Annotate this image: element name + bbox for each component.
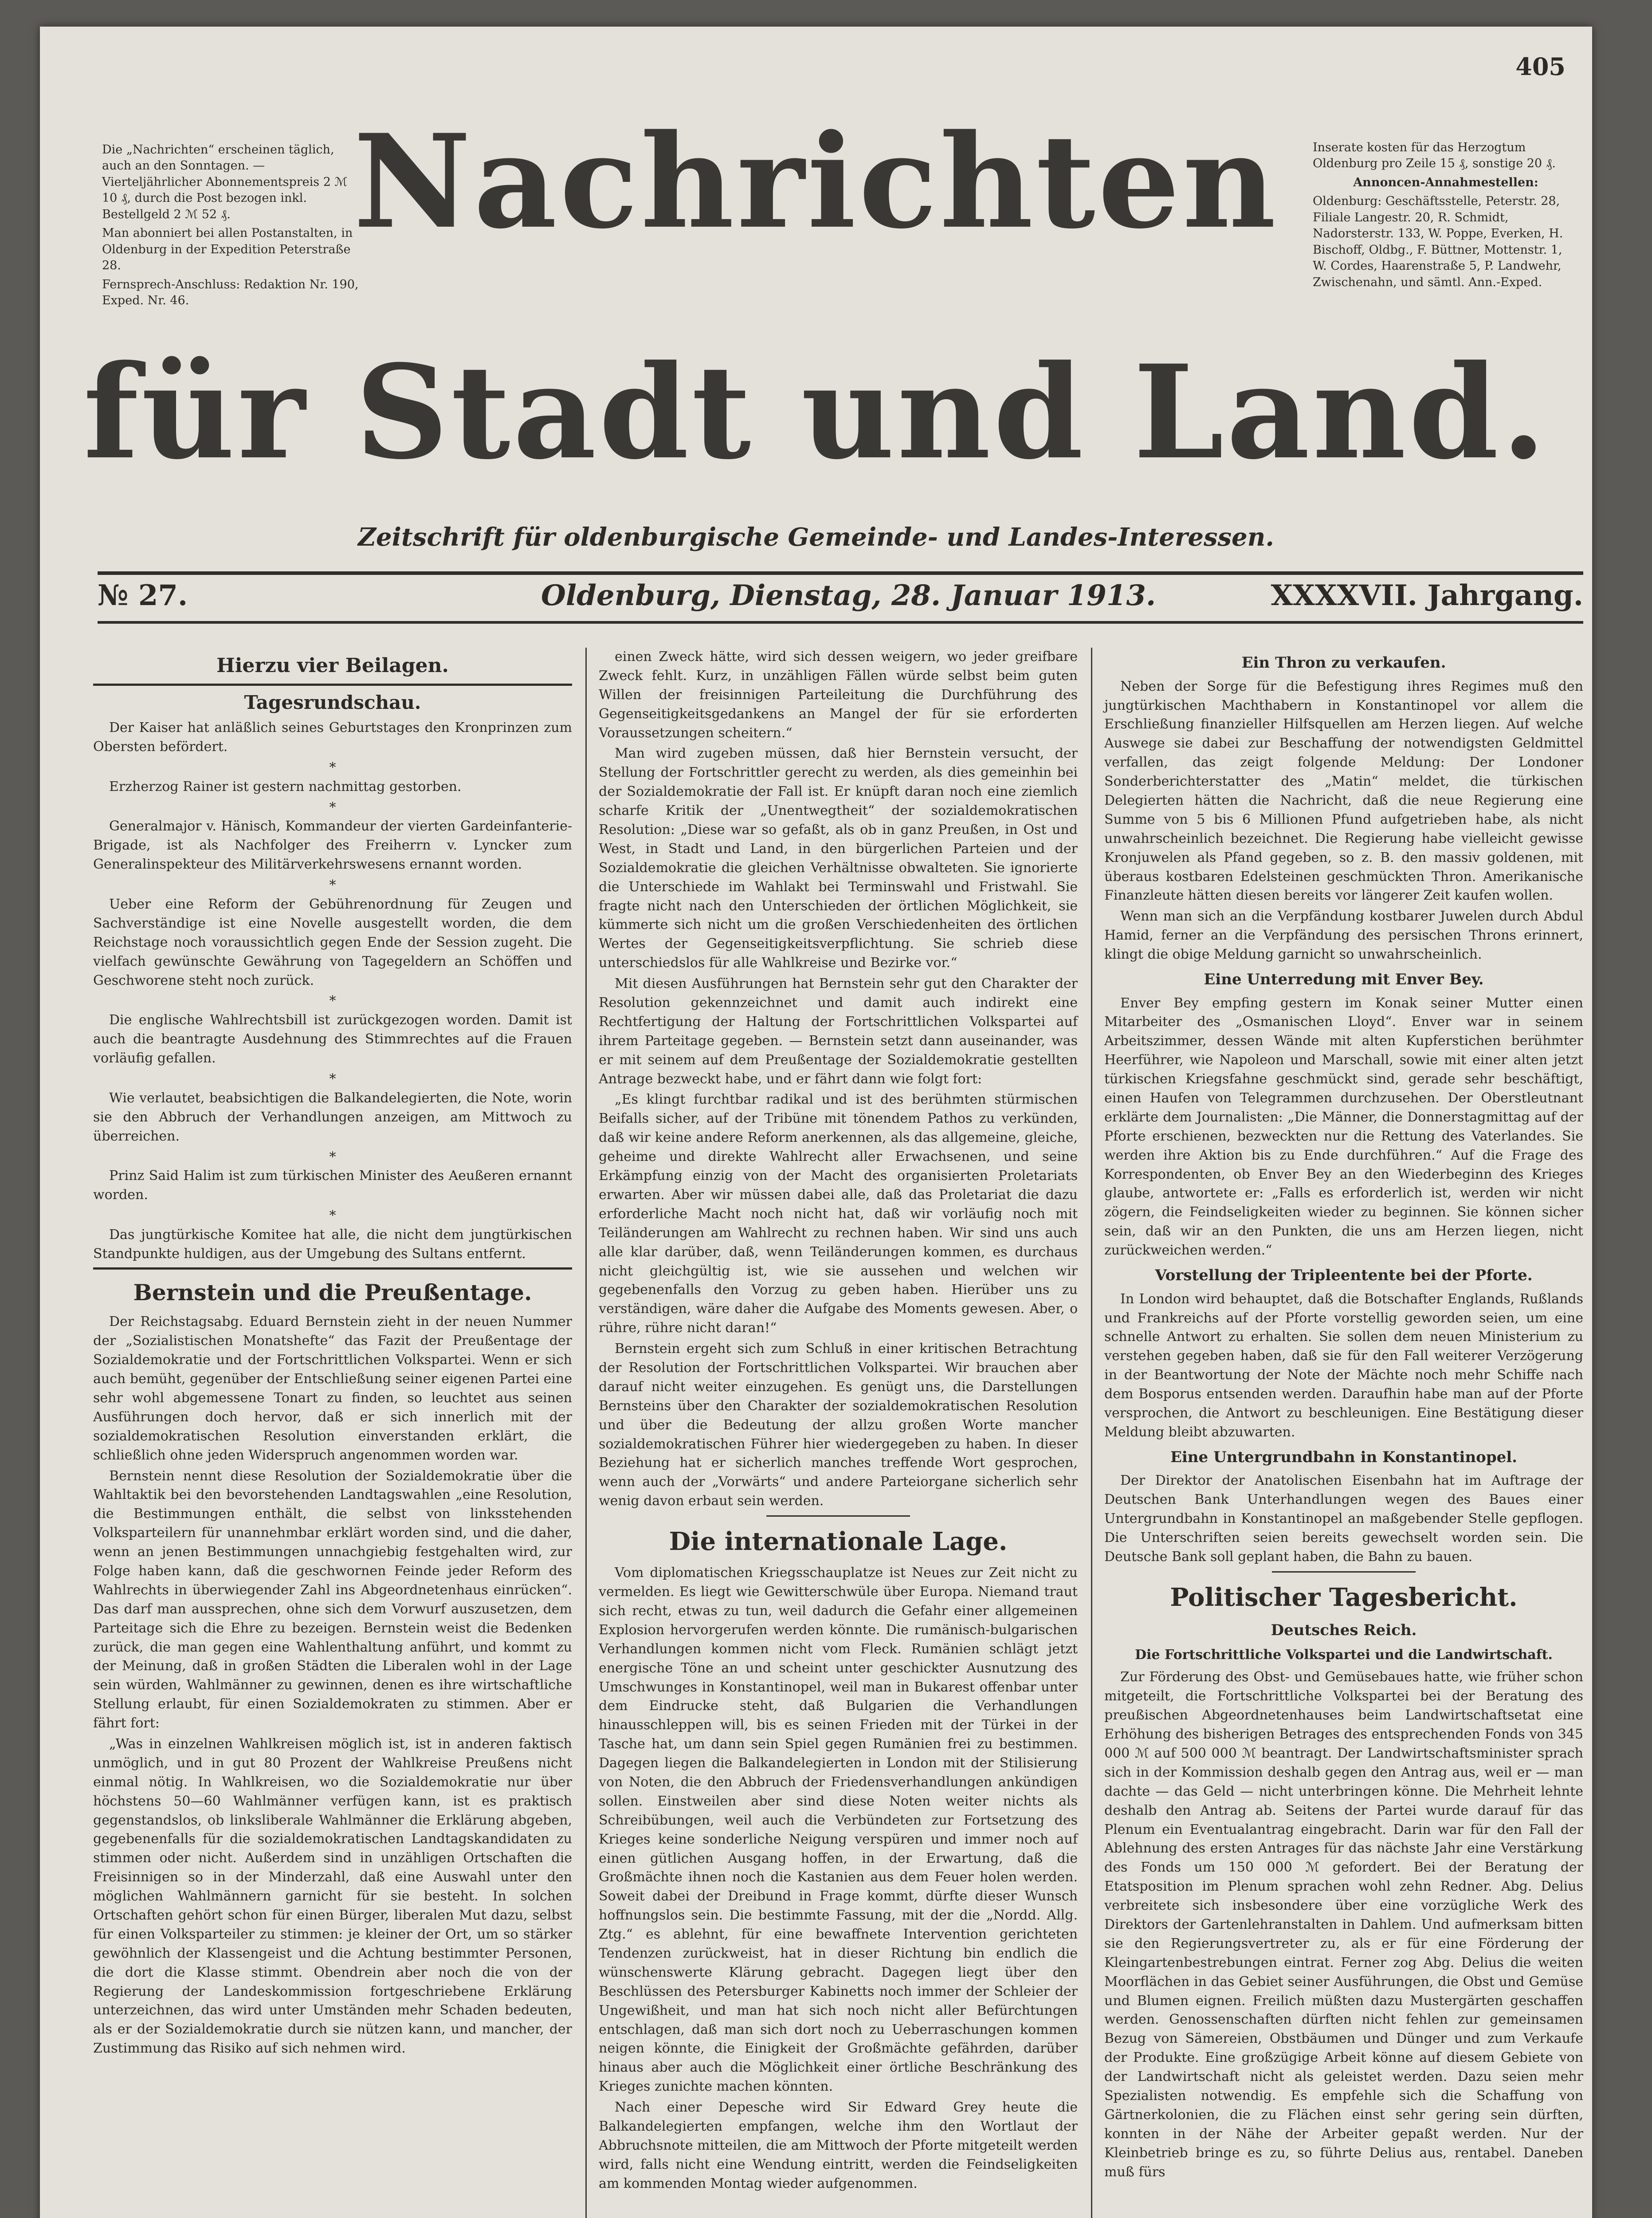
tripleentente-article-body — [1104, 1290, 1583, 1442]
masthead-rule-top — [98, 571, 1583, 575]
paragraph: Bernstein nennt diese Resolution der Sozialdemokratie über die Wahltaktik bei den bevorstehenden Landtagswahlen „eine Resolution, die Bestimmungen enthält, die selbst von linksstehenden Volksparteilern für unannehmbar erklärt worden sind, und die daher, wenn an jenen Bestimmungen unnachgiebig festgehalten wird, zur Folge haben kann, daß die geschwornen Feinde jeder Reform des Wahlrechts in überwiegender Zahl ins Abgeordnetenhaus einrücken“. Das darf man aussprechen, ohne sich dem Vorwurf auszusetzen, dem Parteitage sich die Ehre zu bezeigen. Bernstein weist die Bedenken zurück, die man gegen eine Wahlenthaltung anführt, und kommt zu der Meinung, daß in großen Städten die Liberalen wohl in der Lage sein würden, Wahlmänner zu gewinnen, denen es ihre wirtschaftliche Stellung erlaubt, für einen Sozialdemokraten zu stimmen. Aber er fährt fort: — [93, 1468, 572, 1731]
column-divider — [585, 648, 587, 2218]
masthead-title-line2: für Stadt und Land. — [83, 337, 1549, 488]
paragraph: Vom diplomatischen Kriegsschauplatze ist Neues zur Zeit nicht zu vermelden. Es liegt wie Gewitterschwüle über Europa. Niemand traut sich recht, etwas zu tun, weil dadurch die Gefahr einer allgemeinen Explosion hervorgerufen werden könnte. Die rumänisch-bulgarischen Verhandlungen kommen nicht vom Fleck. Rumänien schlägt jetzt energische Töne an und scheint unter geschickter Ausnutzung des Umschwunges in Konstantinopel, weil man in Bukarest offenbar unter dem Eindrucke steht, daß Bulgarien die Verhandlungen hinausschleppen will, bis es seinen Frieden mit der Türkei in der Tasche hat, um dann sein Spiel gegen Rumänien frei zu bestimmen. Dagegen liegen die Balkandelegierten in London mit der Stilisierung von Noten, die den Abbruch der Friedensverhandlungen ankündigen sollen. Einstweilen aber sind diese Noten weiter nichts als Schreibübungen, weil auch die Verbündeten zur Fortsetzung des Krieges keine sonderliche Neigung verspüren und immer noch auf einen gütlichen Ausgang hoffen, in der Erwartung, daß die Großmächte ihnen noch die Kastanien aus dem Feuer holen werden. Soweit dabei der Dreibund in Frage kommt, dürfte dieser Wunsch hoffnungslos sein. Die bestimmte Fassung, mit der die „Nordd. Allg. Ztg.“ es ablehnt, für eine bewaffnete Intervention gerichteten Tendenzen zurückweist, hat in dieser Richtung bin endlich die wünschenswerte Klärung gebracht. Dagegen liegt über den Beschlüssen des Petersburger Kabinetts noch immer der Schleier der Ungewißheit, und man hat sich noch nicht aller Befürchtungen entschlagen, daß man sich dort noch zu Ueberraschungen kommen neigen könnte, die Einigkeit der Großmächte gefährden, darüber hinaus aber auch die Möglichkeit einer örtliche Beschränkung des Krieges zunichte machen könnten. — [599, 1565, 1078, 2095]
separator-star: * — [329, 877, 336, 893]
paragraph: Neben der Sorge für die Befestigung ihres Regimes muß den jungtürkischen Machthabern in Konstantinopel vor allem die Erschließung finanzieller Hilfsquellen am Herzen liegen. Auf welche Auswege sie dabei zur Beschaffung der notwendigsten Geldmittel verfallen, das zeigt folgende Meldung: Der Londoner Sonderberichterstatter des „Matin“ meldet, die türkischen Delegierten hätten die Nachricht, daß die neue Regierung eine Summe von 5 bis 6 Millionen Pfund aufgetrieben habe, als nicht unwahrscheinlich bezeichnet. Die Regierung habe vielleicht gewisse Kronjuwelen als Pfand gegeben, so z. B. den massiv goldenen, mit überaus kostbaren Edelsteinen geschmückten Thron. Amerikanische Finanzleute hätten diesen bereits vor längerer Zeit kaufen wollen. — [1104, 678, 1583, 904]
paragraph: Das jungtürkische Komitee hat alle, die nicht dem jungtürkischen Standpunkte huldigen, aus der Umgebung des Sultans entfernt. — [93, 1227, 572, 1262]
place-date: Oldenburg, Dienstag, 28. Januar 1913. — [541, 579, 1156, 612]
subscription-where: Man abonniert bei allen Postanstalten, in Oldenburg in der Expedition Peterstraße 28. — [102, 226, 353, 273]
column-2 — [599, 648, 1078, 2195]
paragraph: Der Reichstagsabg. Eduard Bernstein zieht in der neuen Nummer der „Sozialistischen Monatshefte“ das Fazit der Preußentage der Sozialdemokratie und der Fortschrittlichen Volkspartei. Wenn er sich auch bemüht, gegenüber der Entschließung seiner eigenen Partei eine sehr wohl abgemessene Tonart zu finden, so leuchtet aus seinen Ausführungen doch hervor, daß er sich innerlich mit der sozialdemokratischen Resolution einverstanden erklärt, die schließlich ohne jeden Widerspruch angenommen worden war. — [93, 1314, 572, 1463]
column-1 — [93, 648, 572, 2060]
article-heading-untergrundbahn: Eine Untergrundbahn in Konstantinopel. — [1170, 1448, 1518, 1466]
paragraph: Man wird zugeben müssen, daß hier Bernstein versucht, der Stellung der Fortschrittler gerecht zu werden, als dies gemeinhin bei der Sozialdemokratie der Fall ist. Er knüpft daran noch eine ziemlich scharfe Kritik der „Unentwegtheit“ der sozialdemokratischen Resolution: „Diese war so gefaßt, als ob in ganz Preußen, in Ost und West, in Stadt und Land, in den bürgerlichen Parteien und der Sozialdemokratie die gleichen Verhältnisse obwalteten. Sie ignorierte die Unterschiede im Wahlakt bei Terminswahl und Fristwahl. Sie fragte nicht nach den Unterschieden der örtlichen Möglichkeit, sie kümmerte sich nicht um die großen Verschiedenheiten des örtlichen Wertes der Gegenseitigkeitsverpflichtung. Sie schrieb diese unterschiedslos für alle Wahlkreise und Bezirke vor.“ — [599, 746, 1078, 971]
paragraph: Erzherzog Rainer ist gestern nachmittag gestorben. — [109, 779, 462, 794]
article-heading-fvp: Die Fortschrittliche Volkspartei und die Landwirtschaft. — [1135, 1647, 1553, 1663]
page-number: 405 — [1515, 52, 1566, 81]
separator-star: * — [329, 993, 336, 1009]
paragraph: einen Zweck hätte, wird sich dessen weigern, wo jeder greifbare Zweck fehlt. Kurz, in unzähligen Fällen würde selbst beim guten Willen der freisinnigen Parteileitung die Durchführung des Gegenseitigkeitsgedankens an Mangel der für sie erforderten Voraussetzungen scheitern.“ — [599, 649, 1078, 741]
ad-offices-heading: Annoncen-Annahmestellen: — [1353, 175, 1538, 189]
bernstein-article-body — [93, 1313, 572, 2058]
article-heading-tripleentente: Vorstellung der Tripleentente bei der Pforte. — [1155, 1266, 1533, 1285]
article-divider — [1272, 1571, 1416, 1573]
subsection-heading-deutsches-reich: Deutsches Reich. — [1271, 1621, 1417, 1639]
dateline — [98, 579, 1583, 614]
paragraph: Der Kaiser hat anläßlich seines Geburtstages den Kronprinzen zum Obersten befördert. — [93, 720, 572, 755]
volume: XXXXVII. Jahrgang. — [1271, 579, 1583, 612]
paragraph: „Es klingt furchtbar radikal und ist des berühmten stürmischen Beifalls sicher, auf der Tribüne mit tönendem Pathos zu verkünden, daß wir keine andere Reform anerkennen, als das allgemeine, gleiche, geheime und direkte Wahlrecht aller Erwachsenen, und seine Erkämpfung einzig von der Macht des organisierten Proletariats erwarten. Aber wir müssen dabei alle, daß das Proletariat die dazu erforderliche Macht noch nicht hat, daß wir vorläufig noch mit Teiländerungen am Wahlrecht zu rechnen haben. Wir sind uns auch alle klar darüber, daß, wenn Teiländerungen kommen, es durchaus nicht gleichgültig ist, wie sie aussehen und welchen wir gegebenenfalls den Vorzug zu geben haben. Hierüber uns zu verständigen, wäre daher die Aufgabe des Moments gewesen. Aber, o rühre, rühre nicht daran!“ — [599, 1092, 1078, 1336]
paragraph: Enver Bey empfing gestern im Konak seiner Mutter einen Mitarbeiter des „Osmanischen Lloyd“. Enver war in seinem Arbeitszimmer, dessen Wände mit alten Kupferstichen berühmter Heerführer, wie Napoleon und Marschall, sowie mit einer alten jetzt türkischen Kriegsfahne geschmückt sind, gerade sehr beschäftigt, einen Haufen von Telegrammen durchzusehen. Der Oberstleutnant erklärte dem Journalisten: „Die Männer, die Donnerstagmittag auf der Pforte erschienen, bezweckten nur die Rettung des Vaterlandes. Sie werden ihre Aktion bis zu Ende durchführen.“ Auf die Frage des Korrespondenten, ob Enver Bey an den Wiederbeginn des Krieges glaube, antwortete er: „Falls es erforderlich ist, werden wir nicht zögern, die Feindseligkeiten wieder zu beginnen. Sie können sicher sein, daß wir an den Punkten, die uns am Herzen liegen, nicht zurückweichen werden.“ — [1104, 995, 1583, 1258]
paragraph: Die englische Wahlrechtsbill ist zurückgezogen worden. Damit ist auch die beantragte Ausdehnung des Stimmrechtes auf die Frauen vorläufig gefallen. — [93, 1012, 572, 1066]
section-heading-tagesrundschau: Tagesrundschau. — [244, 691, 421, 713]
issue-number: № 27. — [98, 579, 188, 612]
paragraph: Nach einer Depesche wird Sir Edward Grey heute die Balkandelegierten empfangen, welche ihm den Wortlaut der Abbruchsnote mitteilen, die am Mittwoch der Pforte mitgeteilt werden wird, falls nicht eine Wendung eintritt, werden die Feindseligkeiten am kommenden Montag wieder aufgenommen. — [599, 2100, 1078, 2191]
paragraph: Bernstein ergeht sich zum Schluß in einer kritischen Betrachtung der Resolution der Fortschrittlichen Volkspartei. Wir brauchen aber darauf nicht weiter einzugehen. Es genügt uns, die Darstellungen Bernsteins über den Charakter der sozialdemokratischen Resolution und über die Bedeutung der allzu großen Worte mancher sozialdemokratischen Führer hier wiedergegeben zu haben. In dieser Beziehung hat er sicherlich manches treffende Wort gesprochen, wenn auch der „Vorwärts“ und andere Parteiorgane sicherlich sehr wenig davon erbaut sein werden. — [599, 1341, 1078, 1509]
article-heading-enver: Eine Unterredung mit Enver Bey. — [1204, 970, 1484, 988]
bernstein-article-continued — [599, 648, 1078, 1511]
tagesrundschau-items — [93, 719, 572, 1264]
separator-star: * — [329, 1149, 336, 1165]
section-heading-politischer-tagesbericht: Politischer Tagesbericht. — [1170, 1582, 1518, 1612]
subscription-price: Die „Nachrichten“ erscheinen täglich, auch an den Sonntagen. — Vierteljährlicher Abonnementspreis 2 ℳ 10 ₰, durch die Post bezogen inkl. Bestellgeld 2 ℳ 52 ₰. — [102, 143, 348, 221]
section-rule — [93, 1267, 572, 1270]
separator-star: * — [329, 759, 336, 775]
paragraph: Wie verlautet, beabsichtigen die Balkandelegierten, die Note, worin sie den Abbruch der Verhandlungen anzeigen, am Mittwoch zu überreichen. — [93, 1090, 572, 1144]
masthead-subtitle: Zeitschrift für oldenburgische Gemeinde- und Landes-Interessen. — [358, 523, 1274, 552]
article-divider — [766, 1515, 910, 1517]
paragraph: In London wird behauptet, daß die Botschafter Englands, Rußlands und Frankreichs auf der Pforte vorstellig geworden seien, um eine schnelle Antwort zu erhalten. Sie sollen dem neuen Ministerium zu verstehen gegeben haben, daß sie für den Fall weiterer Verzögerung in der Beantwortung der Note der Mächte noch mehr Schiffe nach dem Bosporus entsenden werden. Daraufhin habe man auf der Pforte versprochen, die Antwort zu beschleunigen. Eine Bestätigung dieser Meldung bleibt abzuwarten. — [1104, 1291, 1583, 1440]
separator-star: * — [329, 799, 336, 815]
international-article-body — [599, 1564, 1078, 2193]
paragraph: Generalmajor v. Hänisch, Kommandeur der vierten Gardeinfanterie-Brigade, ist als Nachfolger des Freiherrn v. Lyncker zum Generalinspekteur des Militärverkehrswesens ernannt worden. — [93, 818, 572, 873]
paragraph: Der Direktor der Anatolischen Eisenbahn hat im Auftrage der Deutschen Bank Unterhandlungen wegen des Baues einer Untergrundbahn in Konstantinopel an maßgebender Stelle gepflogen. Die Unterschriften seien bereits gewechselt worden sein. Die Deutsche Bank soll geplant haben, die Bahn zu bauen. — [1104, 1473, 1583, 1565]
untergrundbahn-article-body — [1104, 1471, 1583, 1566]
ad-offices: Oldenburg: Geschäftsstelle, Peterstr. 28, Filiale Langestr. 20, R. Schmidt, Nadorsterstr. 133, W. Poppe, Everken, H. Bischoff, Oldbg., F. Büttner, Mottenstr. 1, W. Cordes, Haarenstraße 5, P. Landwehr, Zwischenahn, und sämtl. Ann.-Exped. — [1313, 194, 1563, 289]
paragraph: Ueber eine Reform der Gebührenordnung für Zeugen und Sachverständige ist eine Novelle ausgestellt worden, die dem Reichstage noch voraussichtlich gegen Ende der Session zugeht. Die vielfach gewünschte Gewährung von Tagegeldern an Schöffen und Geschworene steht noch zurück. — [93, 896, 572, 988]
column-3 — [1104, 648, 1583, 2183]
masthead-rule-bottom — [98, 621, 1583, 624]
paragraph: Wenn man sich an die Verpfändung kostbarer Juwelen durch Abdul Hamid, ferner an die Verpfändung des persischen Throns erinnert, klingt die obige Meldung garnicht so unwahrscheinlich. — [1104, 908, 1583, 963]
separator-star: * — [329, 1208, 336, 1224]
thron-article-body — [1104, 677, 1583, 964]
article-heading-bernstein: Bernstein und die Preußentage. — [133, 1279, 532, 1306]
paragraph: Mit diesen Ausführungen hat Bernstein sehr gut den Charakter der Resolution gekennzeichnet und damit auch indirekt eine Rechtfertigung der Haltung der Fortschrittlichen Volkspartei auf ihrem Parteitage gegeben. — Bernstein setzt dann auseinander, was er mit seinem auf dem Preußentage der Sozialdemokratie gestellten Antrage bezweckt habe, und er fährt dann wie folgt fort: — [599, 976, 1078, 1087]
ad-rates: Inserate kosten für das Herzogtum Oldenburg pro Zeile 15 ₰, sonstige 20 ₰. — [1313, 141, 1556, 171]
section-rule — [93, 684, 572, 686]
masthead-title: Nachrichten — [353, 106, 1279, 257]
article-heading-international: Die internationale Lage. — [669, 1527, 1008, 1557]
phone-numbers: Fernsprech-Anschluss: Redaktion Nr. 190, Exped. Nr. 46. — [102, 277, 359, 307]
supplements-note: Hierzu vier Beilagen. — [216, 654, 449, 677]
paragraph: Prinz Said Halim ist zum türkischen Minister des Aeußeren ernannt worden. — [93, 1168, 572, 1203]
enver-article-body — [1104, 994, 1583, 1260]
column-divider — [1091, 648, 1092, 2218]
separator-star: * — [329, 1071, 336, 1087]
newspaper-page — [40, 27, 1592, 2218]
paragraph: „Was in einzelnen Wahlkreisen möglich ist, ist in anderen faktisch unmöglich, und in gut 80 Prozent der Wahlkreise Preußens nicht einmal nötig. In Wahlkreisen, wo die Sozialdemokratie nur über höchstens 50—60 Wahlmänner verfügen kann, ist es praktisch gegenstandslos, ob linksliberale Wahlmänner die Erklärung abgeben, gegebenenfalls für die sozialdemokratischen Landtagskandidaten zu stimmen oder nicht. Außerdem sind in unzähligen Ortschaften die Freisinnigen so in der Minderzahl, daß eine Auswahl unter den möglichen Wahlmännern garnicht für sie besteht. In solchen Ortschaften gehört schon für einen Bürger, liberalen Mut dazu, selbst für einen Volksparteiler zu stimmen: je kleiner der Ort, um so stärker gewöhnlich der Klassengeist und die Achtung bestimmter Personen, die dort die Klasse stimmt. Obendrein aber noch die von der Regierung der Landeskommission fortgeschriebene Erklärung unterzeichnen, das wird unter Umständen mehr Schaden bedeuten, als er der Sozialdemokratie durch sie nützen kann, und mancher, der Zustimmung das Risiko auf sich nehmen wird. — [93, 1736, 572, 2057]
fvp-article-body — [1104, 1668, 1583, 2182]
article-heading-thron: Ein Thron zu verkaufen. — [1241, 654, 1446, 672]
paragraph: Zur Förderung des Obst- und Gemüsebaues hatte, wie früher schon mitgeteilt, die Fortschrittliche Volkspartei bei der Beratung des preußischen Abgeordnetenhauses beim Landwirtschaftsetat eine Erhöhung des bisherigen Betrages des entsprechenden Fonds von 345 000 ℳ auf 500 000 ℳ beantragt. Der Landwirtschaftsminister sprach sich in der Kommission deshalb gegen den Antrag aus, weil er — man dachte — das Geld — nicht unterbringen könne. Die Mehrheit lehnte deshalb den Antrag ab. Seitens der Partei wurde darauf für das Plenum ein Eventualantrag eingebracht. Darin war für den Fall der Ablehnung des ersten Antrages für das nächste Jahr eine Verstärkung des Fonds um 150 000 ℳ gefordert. Bei der Beratung der Etatsposition im Plenum sprachen wohl zehn Redner. Abg. Delius verbreitete sich insbesondere über eine vorzügliche Werk des Direktors der Gartenlehranstalten in Dahlem. Und aufmerksam bitten sie den Regierungsvertreter zu, als er für eine Förderung der Kleingartenbestrebungen eintrat. Ferner zog Abg. Delius die weiten Moorflächen in das Gebiet seiner Ausführungen, die Obst und Gemüse und Blumen eignen. Freilich müßten dazu Mustergärten geschaffen werden. Genossenschaften dürften nicht fehlen zur gemeinsamen Bezug von Sämereien, Obstbäumen und Dünger und zum Verkaufe der Produkte. Eine großzügige Arbeit könne auf diesem Gebiete von der Landwirtschaft nicht als geleistet werden. Dazu seien mehr Spezialisten notwendig. Es empfehle sich die Schaffung von Gärtnerkolonien, die zu Flächen einst sehr gering sein dürften, konnten in der Nähe der Arbeiter gepaßt werden. Nur der Kleinbetrieb bringe es zu, so führte Delius aus, rentabel. Daneben muß fürs — [1104, 1669, 1583, 2180]
